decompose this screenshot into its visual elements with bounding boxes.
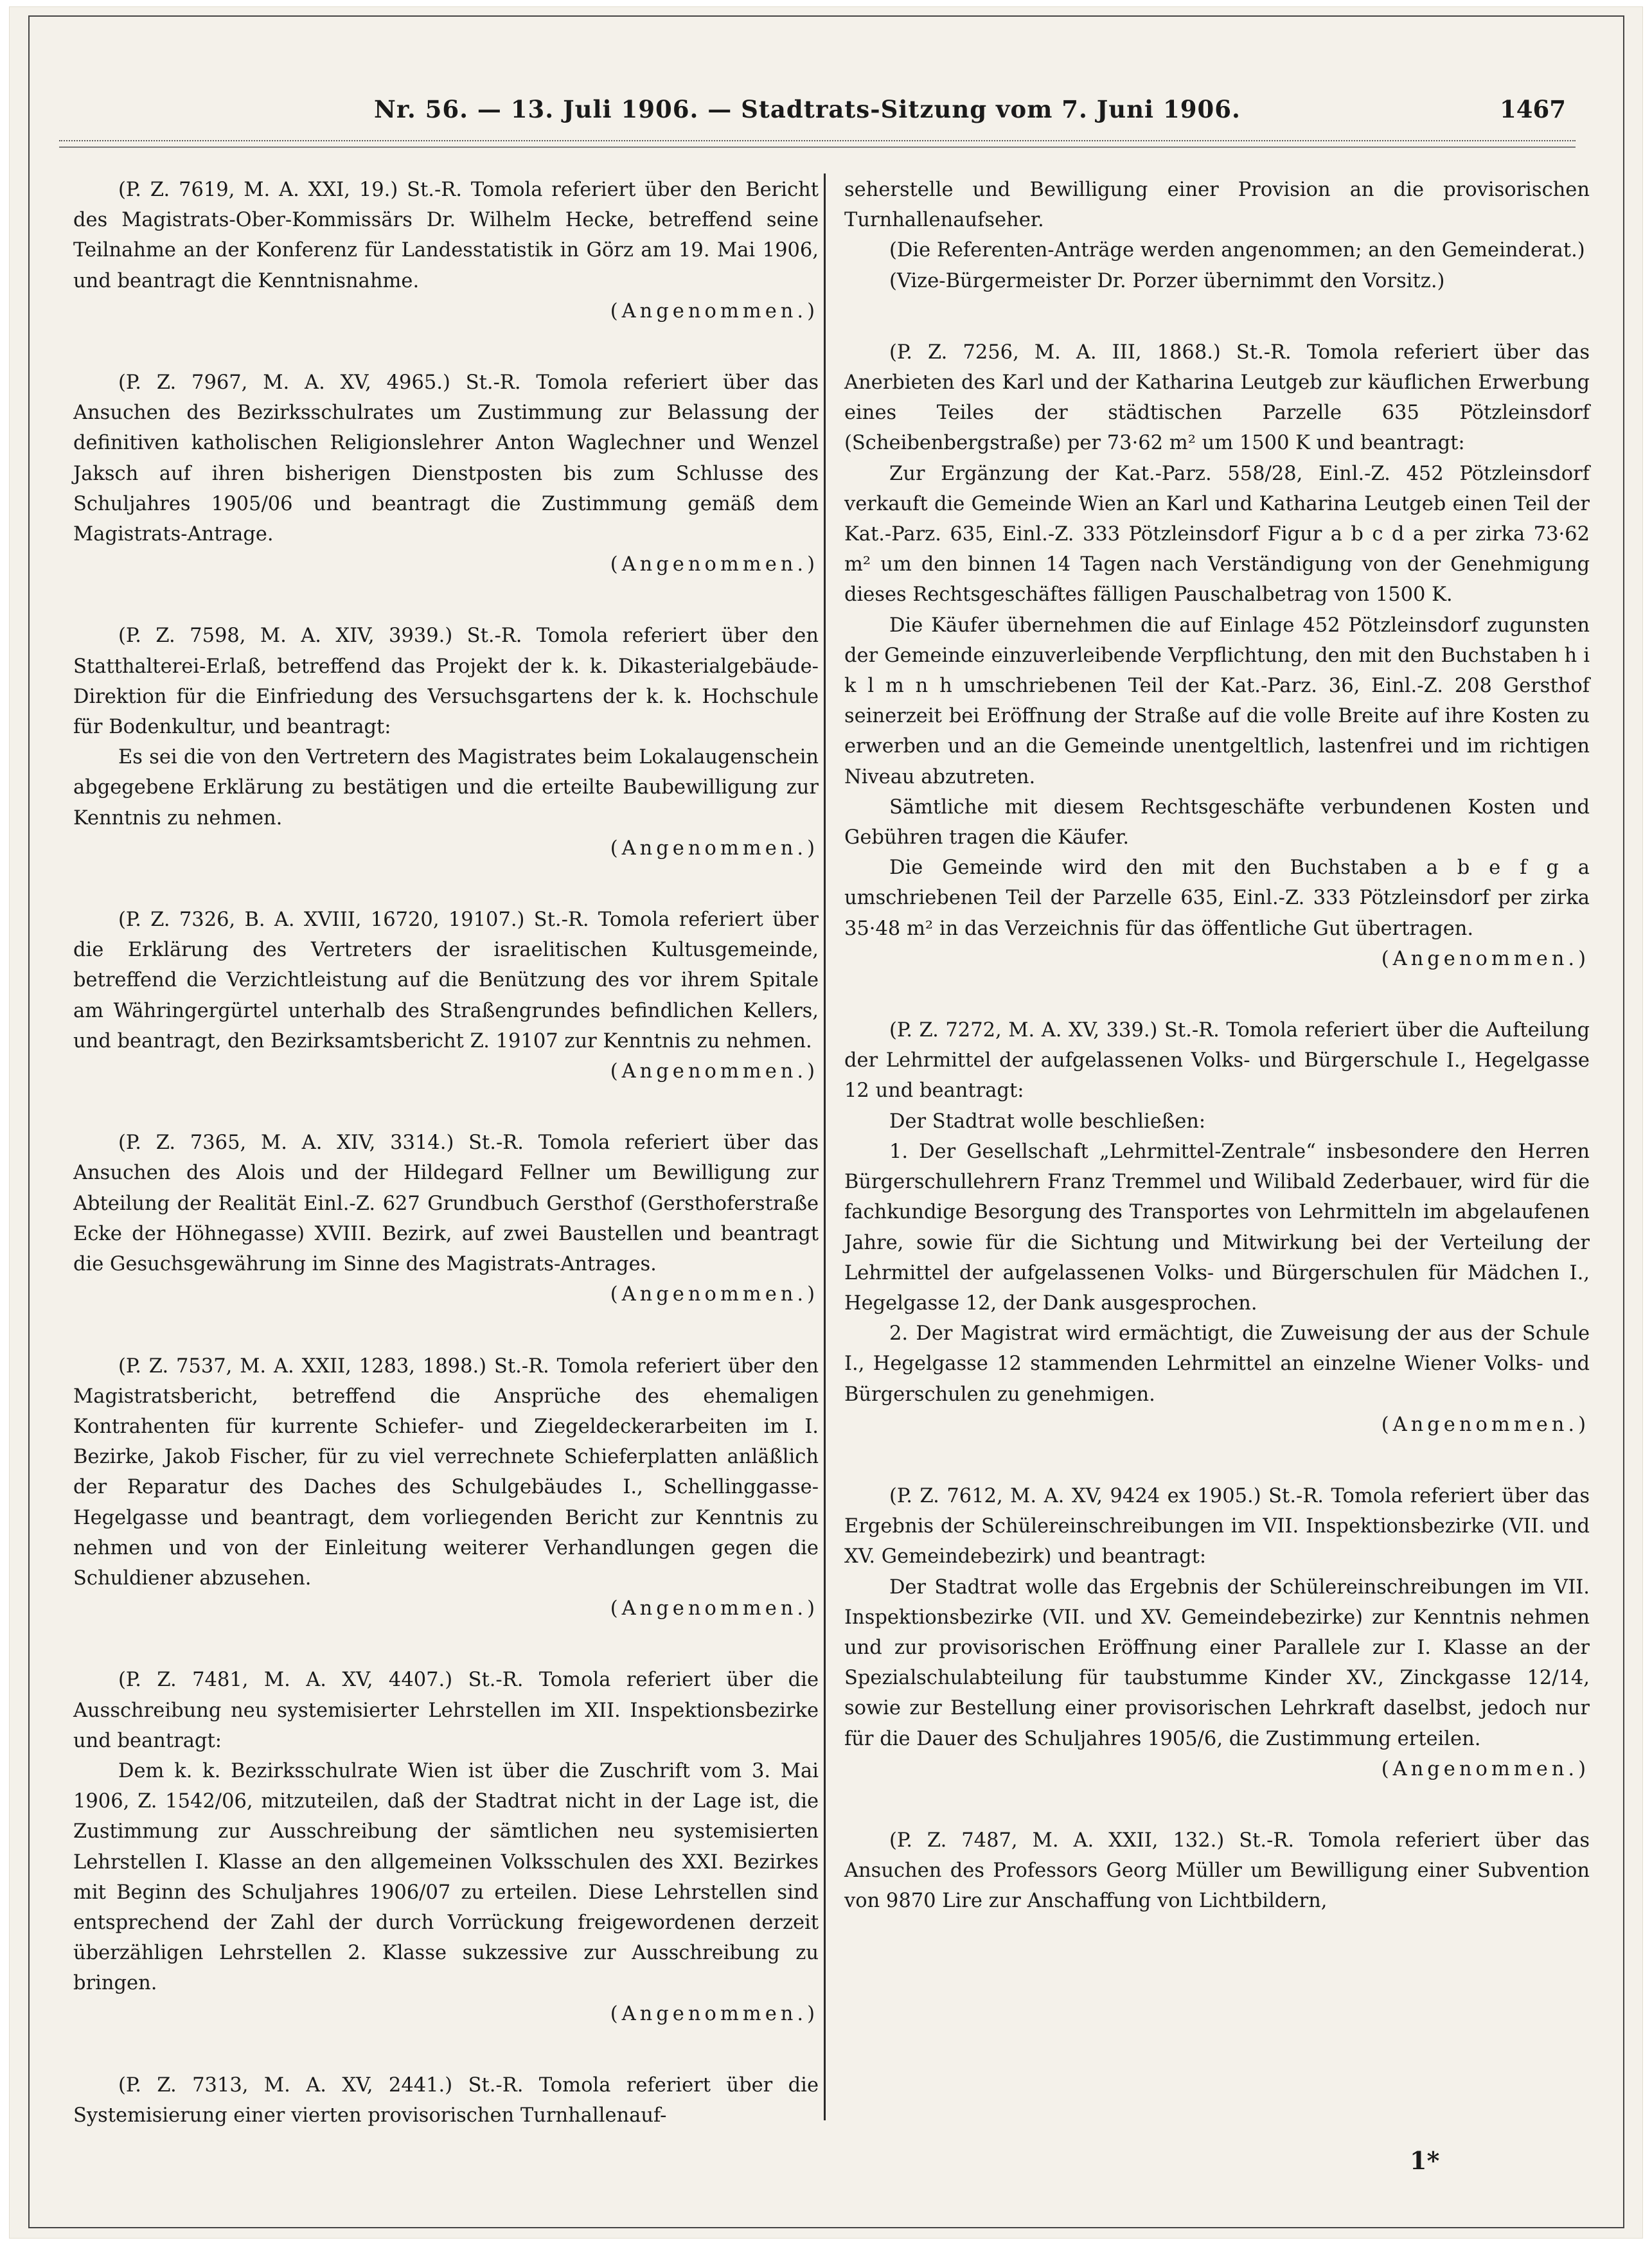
entry-motion: Dem k. k. Bezirksschulrate Wien ist über die Zuschrift vom 3. Mai 1906, Z. 1542/06, mitzuteilen, daß der Stadtrat nicht in der Lage ist, die Zustimmung zur Ausschreibung der sämtlichen neu systemisierten Lehrstellen I. Klasse an den allgemeinen Volksschulen des XXI. Bezirkes mit Beginn des Schuljahres 1906/07 zu erteilen. Diese Lehrstellen sind entsprechend der Zahl der durch Vorrückung freigewordenen derzeit überzähligen Lehrstellen 2. Klasse sukzessive zur Ausschreibung zu bringen. [73, 1759, 819, 1995]
entry-result: (Angenommen.) [1381, 1413, 1590, 1436]
entry-text: (P. Z. 7256, M. A. III, 1868.) St.-R. Tomola referiert über das Anerbieten des Karl und der Katharina Leutgeb zur käuflichen Erwerbung eines Teiles der städtischen Parzelle 635 Pötzleinsdorf (Scheibenbergstraße) per 73·62 m² um 1500 K und beantragt: [844, 341, 1590, 455]
entry-7598 [73, 621, 819, 864]
entry-7967 [73, 368, 819, 580]
entry-motion: Der Stadtrat wolle das Ergebnis der Schülereinschreibungen im VII. Inspektionsbezirke (VII. und XV. Gemeindebezirke) zur Kenntnis nehmen und zur provisorischen Eröffnung einer Parallele zur I. Klasse an der Spezialschulabteilung für taubstumme Kinder XV., Zinckgasse 12/14, sowie zur Bestellung einer provisorischen Lehrkraft daselbst, jedoch nur für die Dauer des Schuljahres 1905/6, die Zustimmung erteilen. [844, 1575, 1590, 1750]
entry-7326 [73, 905, 819, 1087]
entry-result: (Angenommen.) [610, 837, 819, 860]
entry-text: seherstelle und Bewilligung einer Provision an die provisorischen Turnhallenaufseher. [844, 179, 1590, 232]
entry-text: (P. Z. 7313, M. A. XV, 2441.) St.-R. Tomola referiert über die Systemisierung einer vierten provisorischen Turnhallenauf- [73, 2073, 819, 2127]
signature-mark: 1* [1410, 2146, 1440, 2175]
entry-7481 [73, 1665, 819, 2028]
entry-7256 [844, 337, 1590, 974]
entry-motion-2: Die Käufer übernehmen die auf Einlage 452 Pötzleinsdorf zugunsten der Gemeinde einzuverleibende Verpflichtung, den mit den Buchstaben h i k l m n h umschriebenen Teil der Kat.-Parz. 36, Einl.-Z. 208 Gersthof seinerzeit bei Eröffnung der Straße auf die volle Breite auf ihre Kosten zu erwerben und an die Gemeinde unentgeltlich, lastenfrei und im richtigen Niveau abzutreten. [844, 614, 1590, 788]
column-divider [824, 173, 826, 2120]
left-column [73, 175, 819, 2172]
entry-motion: Der Stadtrat wolle beschließen: [889, 1110, 1206, 1133]
document-page [9, 6, 1643, 2239]
entry-result: (Angenommen.) [610, 2002, 819, 2025]
chair-note: (Vize-Bürgermeister Dr. Porzer übernimmt den Vorsitz.) [889, 269, 1445, 292]
entry-text: (P. Z. 7481, M. A. XV, 4407.) St.-R. Tomola referiert über die Ausschreibung neu systemisierter Lehrstellen im XII. Inspektionsbezirke und beantragt: [73, 1669, 819, 1752]
entry-motion-2: 1. Der Gesellschaft „Lehrmittel-Zentrale“ insbesondere den Herren Bürgerschullehrern Franz Tremmel und Wilibald Zederbauer, wird für die fachkundige Besorgung des Transportes von Lehrmitteln im abgelaufenen Jahre, sowie für die Sichtung und Mitwirkung bei der Verteilung der Lehrmittel der aufgelassenen Volks- und Bürgerschulen für Mädchen I., Hegelgasse 12, der Dank ausgesprochen. [844, 1140, 1590, 1315]
entry-motion: Zur Ergänzung der Kat.-Parz. 558/28, Einl.-Z. 452 Pötzleinsdorf verkauft die Gemeinde Wien an Karl und Katharina Leutgeb einen Teil der Kat.-Parz. 635, Einl.-Z. 333 Pötzleinsdorf Figur a b c d a per zirka 73·62 m² um den binnen 14 Tagen nach Verständigung von der Genehmigung dieses Rechtsgeschäftes fälligen Pauschalbetrag von 1500 K. [844, 462, 1590, 607]
entry-motion: Es sei die von den Vertretern des Magistrates beim Lokalaugenschein abgegebene Erklärung zu bestätigen und die erteilte Baubewilligung zur Kenntnis zu nehmen. [73, 746, 819, 830]
page-header [9, 84, 1643, 129]
entry-7313-cont [844, 175, 1590, 296]
entry-result: (Angenommen.) [610, 1597, 819, 1620]
entry-note: (Die Referenten-Anträge werden angenommen; an den Gemeinderat.) [889, 239, 1585, 262]
entry-7537 [73, 1351, 819, 1624]
page-number: 1467 [1500, 95, 1566, 123]
entry-result: (Angenommen.) [610, 1060, 819, 1083]
entry-text: (P. Z. 7619, M. A. XXI, 19.) St.-R. Tomola referiert über den Bericht des Magistrats-Ober-Kommissärs Dr. Wilhelm Hecke, betreffend seine Teilnahme an der Konferenz für Landesstatistik in Görz am 19. Mai 1906, und beantragt die Kenntnisnahme. [73, 179, 819, 292]
entry-result: (Angenommen.) [610, 1283, 819, 1306]
header-title: Nr. 56. — 13. Juli 1906. — Stadtrats-Sitzung vom 7. Juni 1906. [374, 95, 1241, 123]
entry-7365 [73, 1128, 819, 1309]
entry-result: (Angenommen.) [1381, 947, 1590, 970]
entry-result: (Angenommen.) [610, 299, 819, 323]
right-column [844, 175, 1590, 1958]
entry-motion-3: 2. Der Magistrat wird ermächtigt, die Zuweisung der aus der Schule I., Hegelgasse 12 stammenden Lehrmittel an einzelne Wiener Volks- und Bürgerschulen zu genehmigen. [844, 1322, 1590, 1406]
entry-text: (P. Z. 7967, M. A. XV, 4965.) St.-R. Tomola referiert über das Ansuchen des Bezirksschulrates um Zustimmung zur Belassung der definitiven katholischen Religionslehrer Anton Waglechner und Wenzel Jaksch auf ihren bisherigen Dienstposten bis zum Schlusse des Schuljahres 1905/06 und beantragt die Zustimmung gemäß dem Magistrats-Antrage. [73, 371, 819, 546]
entry-7612 [844, 1481, 1590, 1784]
entry-result: (Angenommen.) [1381, 1757, 1590, 1780]
entry-7619 [73, 175, 819, 326]
entry-motion-4: Die Gemeinde wird den mit den Buchstaben a b e f g a umschriebenen Teil der Parzelle 635, Einl.-Z. 333 Pötzleinsdorf per zirka 35·48 m² in das Verzeichnis für das öffentliche Gut übertragen. [844, 856, 1590, 940]
entry-text: (P. Z. 7537, M. A. XXII, 1283, 1898.) St.-R. Tomola referiert über den Magistratsbericht, betreffend die Ansprüche des ehemaligen Kontrahenten für kurrente Schiefer- und Ziegeldeckerarbeiten im I. Bezirke, Jakob Fischer, für zu viel verrechnete Schieferplatten anläßlich der Reparatur des Daches des Schulgebäudes I., Schellinggasse-Hegelgasse und beantragt, dem vorliegenden Bericht zur Kenntnis zu nehmen und von der Einleitung weiterer Verhandlungen gegen die Schuldiener abzusehen. [73, 1354, 819, 1590]
entry-7313 [73, 2070, 819, 2131]
header-rule [59, 140, 1576, 148]
entry-text: (P. Z. 7326, B. A. XVIII, 16720, 19107.) St.-R. Tomola referiert über die Erklärung des Vertreters der israelitischen Kultusgemeinde, betreffend die Verzichtleistung auf die Benützung des vor ihrem Spitale am Währingergürtel unterhalb des Straßengrundes befindlichen Kellers, und beantragt, den Bezirksamtsbericht Z. 19107 zur Kenntnis zu nehmen. [73, 909, 819, 1052]
entry-text: (P. Z. 7365, M. A. XIV, 3314.) St.-R. Tomola referiert über das Ansuchen des Alois und der Hildegard Fellner um Bewilligung zur Abteilung der Realität Einl.-Z. 627 Grundbuch Gersthof (Gersthoferstraße Ecke der Höhnegasse) XVIII. Bezirk, auf zwei Baustellen und beantragt die Gesuchsgewährung im Sinne des Magistrats-Antrages. [73, 1131, 819, 1276]
entry-text: (P. Z. 7612, M. A. XV, 9424 ex 1905.) St.-R. Tomola referiert über das Ergebnis der Schülereinschreibungen im VII. Inspektionsbezirke (VII. und XV. Gemeindebezirk) und beantragt: [844, 1484, 1590, 1568]
entry-text: (P. Z. 7598, M. A. XIV, 3939.) St.-R. Tomola referiert über den Statthalterei-Erlaß, betreffend das Projekt der k. k. Dikasterialgebäude-Direktion für die Einfriedung des Versuchsgartens der k. k. Hochschule für Bodenkultur, und beantragt: [73, 625, 819, 739]
entry-7487 [844, 1825, 1590, 1917]
entry-motion-3: Sämtliche mit diesem Rechtsgeschäfte verbundenen Kosten und Gebühren tragen die Käufer. [844, 795, 1590, 849]
entry-result: (Angenommen.) [610, 553, 819, 576]
entry-text: (P. Z. 7487, M. A. XXII, 132.) St.-R. Tomola referiert über das Ansuchen des Professors Georg Müller um Bewilligung einer Subvention von 9870 Lire zur Anschaffung von Lichtbildern, [844, 1829, 1590, 1913]
entry-7272 [844, 1015, 1590, 1440]
entry-text: (P. Z. 7272, M. A. XV, 339.) St.-R. Tomola referiert über die Aufteilung der Lehrmittel der aufgelassenen Volks- und Bürgerschule I., Hegelgasse 12 und beantragt: [844, 1019, 1590, 1103]
